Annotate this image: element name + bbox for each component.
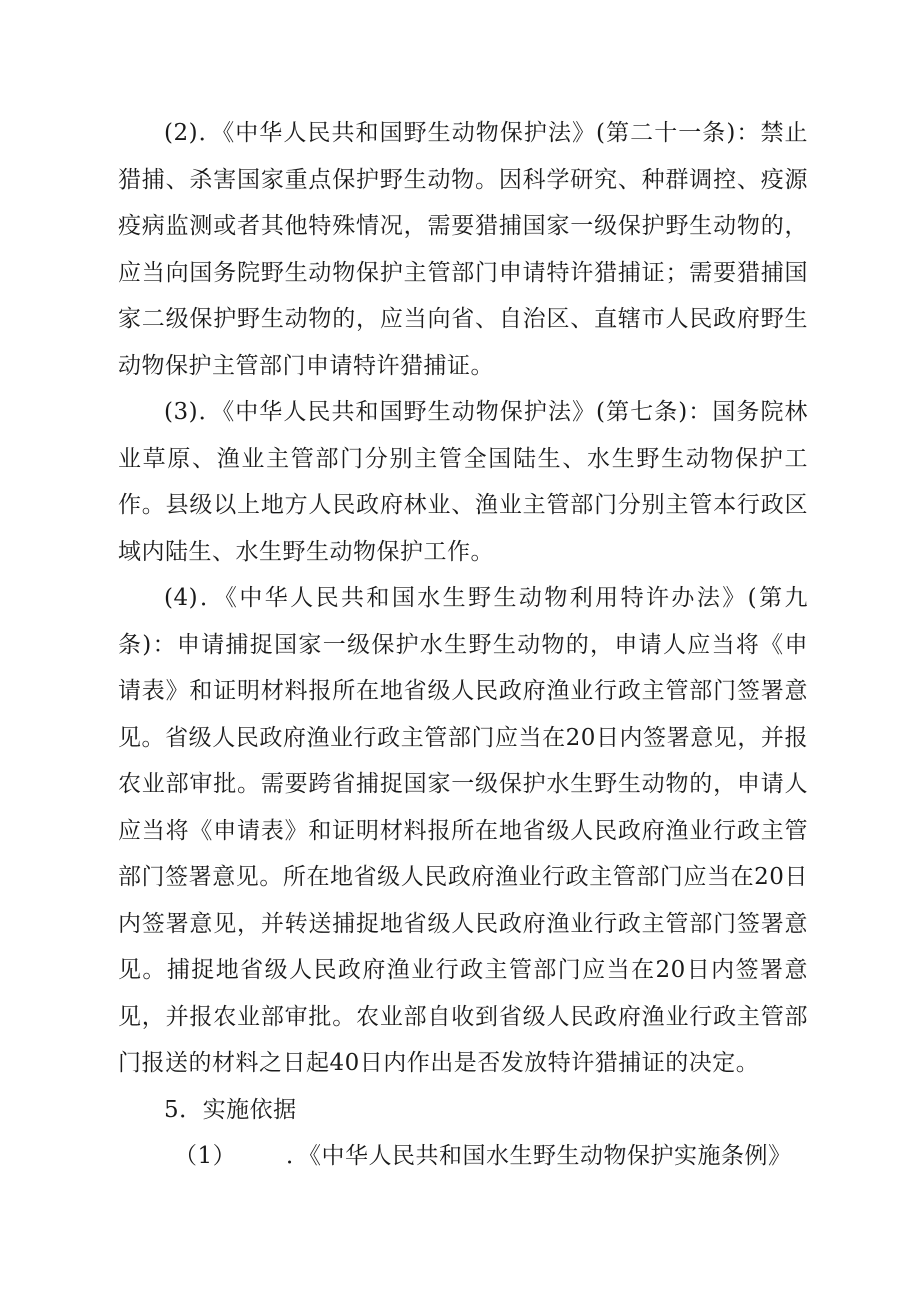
sub-item bbox=[118, 1133, 808, 1180]
paragraph-article-9: (4)．《中华人民共和国水生野生动物利用特许办法》(第九条)：申请捕捉国家一级保护水生野生动物的，申请人应当将《申请表》和证明材料报所在地省级人民政府渔业行政主管部门签署意见。省级人民政府渔业行政主管部门应当在20日内签署意见，并报农业部审批。需要跨省捕捉国家一级保护水生野生动物的，申请人应当将《申请表》和证明材料报所在地省级人民政府渔业行政主管部门签署意见。所在地省级人民政府渔业行政主管部门应当在20日内签署意见，并转送捕捉地省级人民政府渔业行政主管部门签署意见。捕捉地省级人民政府渔业行政主管部门应当在20日内签署意见，并报农业部审批。农业部自收到省级人民政府渔业行政主管部门报送的材料之日起40日内作出是否发放特许猎捕证的决定。 bbox=[118, 585, 808, 1076]
document-page bbox=[118, 110, 808, 1180]
section-heading: 5．实施依据 bbox=[164, 1096, 297, 1123]
sub-item-number: （1） bbox=[174, 1143, 237, 1169]
sub-item-text: ．《中华人民共和国水生野生动物保护实施条例》 bbox=[286, 1143, 792, 1169]
paragraph-article-7: (3)．《中华人民共和国野生动物保护法》(第七条)：国务院林业草原、渔业主管部门分别主管全国陆生、水生野生动物保护工作。县级以上地方人民政府林业、渔业主管部门分别主管本行政区域内陆生、水生野生动物保护工作。 bbox=[118, 399, 808, 565]
paragraph-article-21: (2)．《中华人民共和国野生动物保护法》(第二十一条)：禁止猎捕、杀害国家重点保护野生动物。因科学研究、种群调控、疫源疫病监测或者其他特殊情况，需要猎捕国家一级保护野生动物的，应当向国务院野生动物保护主管部门申请特许猎捕证；需要猎捕国家二级保护野生动物的，应当向省、自治区、直辖市人民政府野生动物保护主管部门申请特许猎捕证。 bbox=[118, 120, 808, 379]
